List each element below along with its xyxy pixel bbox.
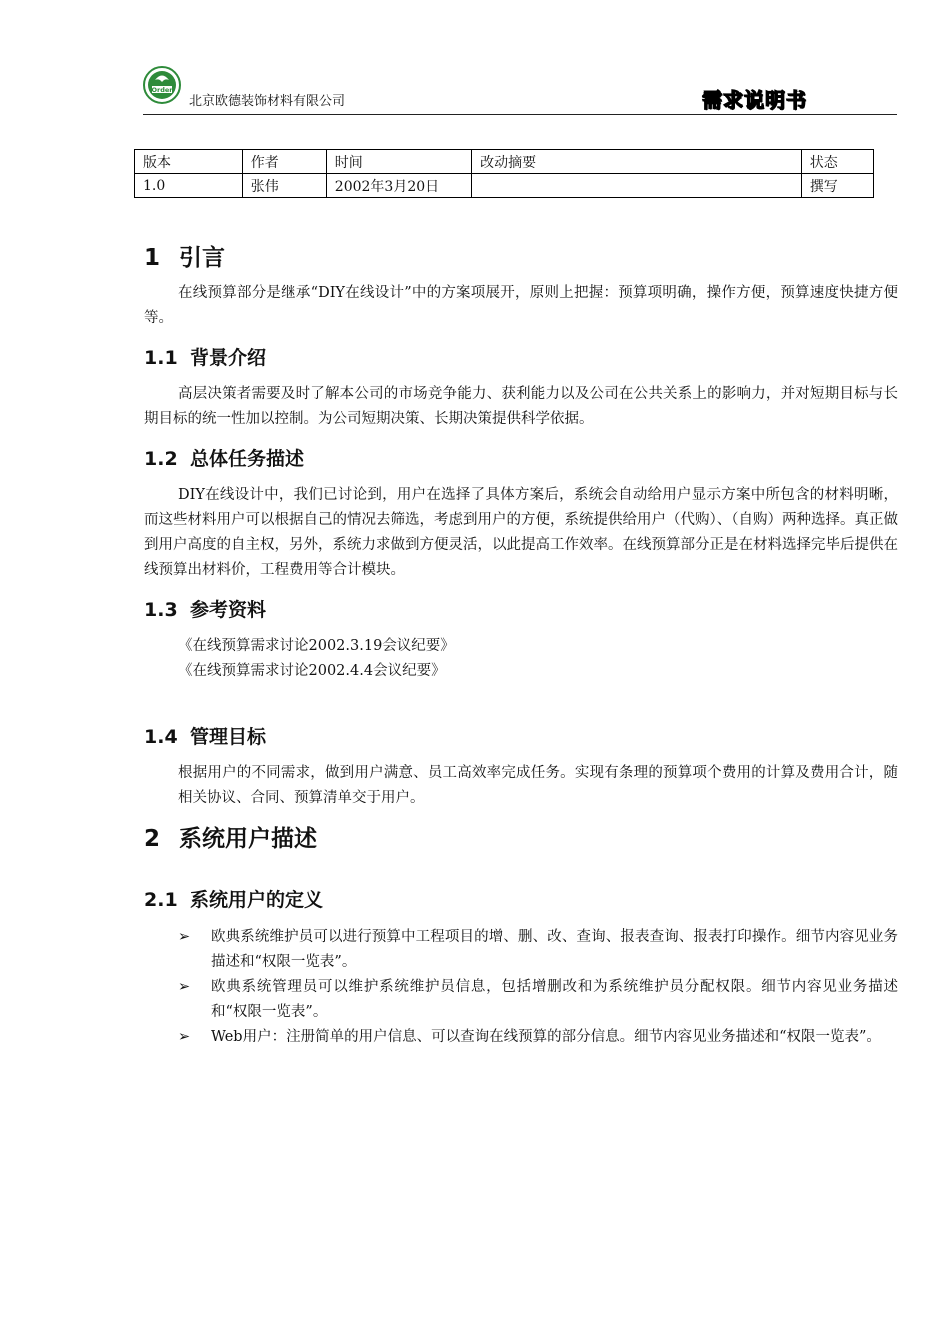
header-time: 时间 bbox=[326, 150, 471, 174]
document-body bbox=[144, 238, 898, 1050]
heading-background: 1.1 背景介绍 bbox=[144, 347, 267, 369]
company-name: 北京欧德装饰材料有限公司 bbox=[189, 94, 346, 109]
table-row bbox=[135, 174, 874, 198]
user-definition-list bbox=[144, 925, 898, 1050]
bullet-arrow-icon: ➢ bbox=[178, 979, 191, 995]
company-logo-icon bbox=[143, 66, 181, 104]
heading-system-users: 2 系统用户描述 bbox=[144, 826, 317, 852]
cell-status: 撰写 bbox=[801, 174, 873, 198]
heading-intro: 1 引言 bbox=[144, 245, 225, 271]
header-status: 状态 bbox=[801, 150, 873, 174]
heading-references: 1.3 参考资料 bbox=[144, 599, 267, 621]
reference-item: 《在线预算需求讨论2002.4.4会议纪要》 bbox=[178, 663, 446, 679]
table-header-row bbox=[135, 150, 874, 174]
heading-overall-task: 1.2 总体任务描述 bbox=[144, 448, 305, 470]
header-author: 作者 bbox=[242, 150, 326, 174]
list-item: ➢ 欧典系统维护员可以进行预算中工程项目的增、删、改、查询、报表查询、报表打印操作。细节内容见业务描述和“权限一览表”。 bbox=[144, 925, 898, 975]
heading-user-definition: 2.1 系统用户的定义 bbox=[144, 889, 324, 911]
document-title: 需求说明书 bbox=[702, 88, 807, 112]
header-summary: 改动摘要 bbox=[472, 150, 802, 174]
overall-task-paragraph: DIY在线设计中，我们已讨论到，用户在选择了具体方案后，系统会自动给用户显示方案中所包含的材料明晰，而这些材料用户可以根据自己的情况去筛选，考虑到用户的方便，系统提供给用户（代购）、（自购）两种选择。真正做到用户高度的自主权，另外，系统力求做到方便灵活，以此提高工作效率。在线预算部分正是在材料选择完毕后提供在线预算出材料价，工程费用等合计模块。 bbox=[144, 487, 898, 578]
cell-time: 2002年3月20日 bbox=[326, 174, 471, 198]
cell-summary bbox=[472, 174, 802, 198]
bullet-arrow-icon: ➢ bbox=[178, 1029, 191, 1045]
page-header bbox=[143, 66, 897, 115]
management-goals-paragraph: 根据用户的不同需求，做到用户满意、员工高效率完成任务。实现有条理的预算项个费用的计算及费用合计，随相关协议、合同、预算清单交于用户。 bbox=[178, 765, 898, 806]
version-table bbox=[134, 149, 874, 198]
reference-item: 《在线预算需求讨论2002.3.19会议纪要》 bbox=[178, 638, 455, 654]
header-version: 版本 bbox=[135, 150, 243, 174]
list-item: ➢ Web用户：注册简单的用户信息、可以查询在线预算的部分信息。细节内容见业务描述和“权限一览表”。 bbox=[144, 1025, 898, 1050]
cell-version: 1.0 bbox=[135, 174, 243, 198]
intro-paragraph: 在线预算部分是继承“DIY在线设计”中的方案项展开，原则上把握：预算项明确，操作方便，预算速度快捷方便等。 bbox=[144, 285, 898, 326]
heading-management-goals: 1.4 管理目标 bbox=[144, 726, 267, 748]
list-item: ➢ 欧典系统管理员可以维护系统维护员信息，包括增删改和为系统维护员分配权限。细节内容见业务描述和“权限一览表”。 bbox=[144, 975, 898, 1025]
bullet-arrow-icon: ➢ bbox=[178, 929, 191, 945]
cell-author: 张伟 bbox=[242, 174, 326, 198]
logo-text: Order bbox=[151, 86, 173, 94]
background-paragraph: 高层决策者需要及时了解本公司的市场竞争能力、获利能力以及公司在公共关系上的影响力，并对短期目标与长期目标的统一性加以控制。为公司短期决策、长期决策提供科学依据。 bbox=[144, 386, 898, 427]
